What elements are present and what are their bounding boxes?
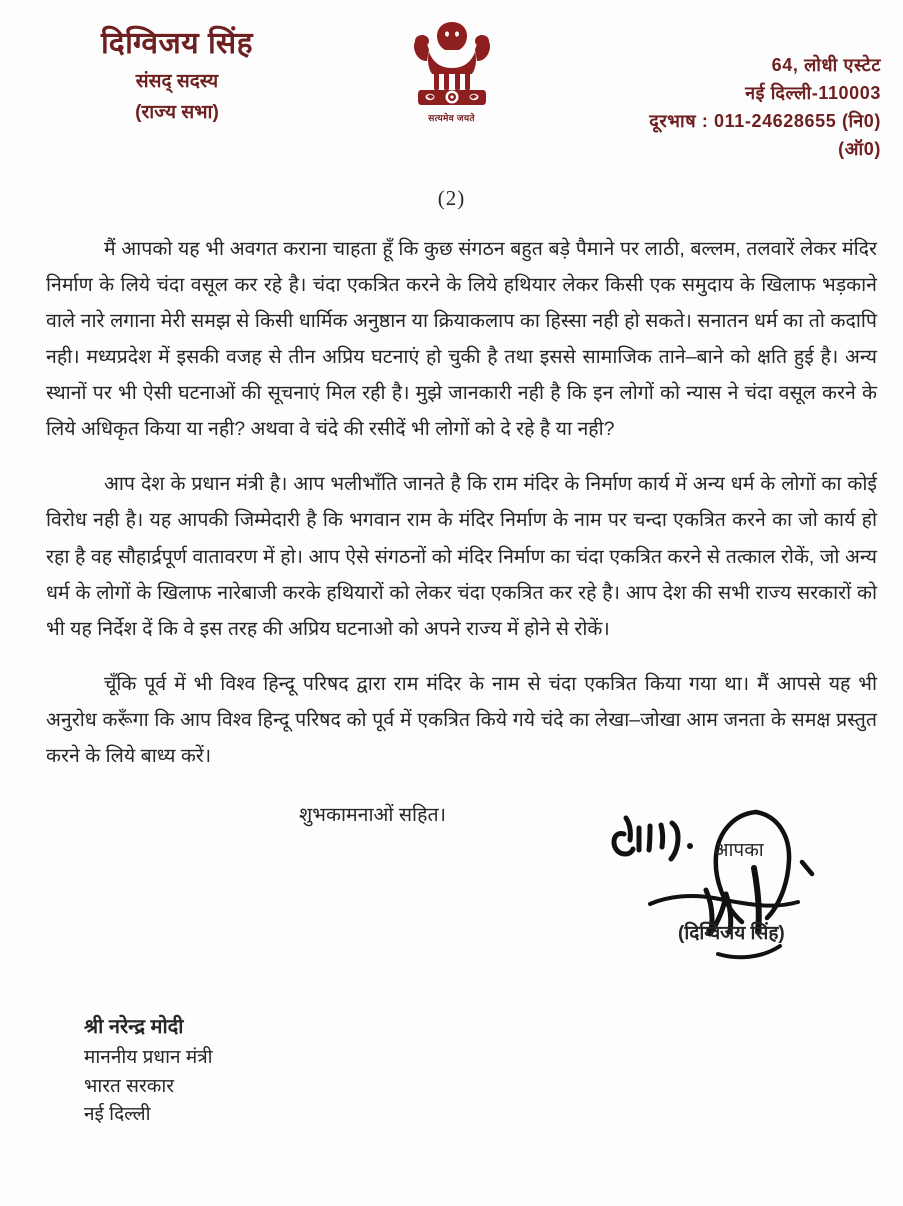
sender-designation-line2: (राज्य सभा) [135,102,219,123]
address-phone-line: दूरभाष : 011-24628655 (नि0) [649,110,881,131]
body-paragraph-2: आप देश के प्रधान मंत्री है। आप भलीभाँति जानते है कि राम मंदिर के निर्माण कार्य में अन्य धर्म के लोगों का कोई विरोध नही है। यह आपकी जिम्मेदारी है कि भगवान राम के मंदिर निर्माण के नाम पर चन्दा एकत्रित करने का जो कार्य हो रहा है वह सौहार्द्रपूर्ण वातावरण में हो। आप ऐसे संगठनों को मंदिर निर्माण का चंदा एकत्रित करने से तत्काल रोकें, जो अन्य धर्म के लोगों के खिलाफ नारेबाजी करके हथियारों को लेकर चंदा एकत्रित कर रहे है। आप देश की सभी राज्य सरकारों को भी यह निर्देश दें कि वे इस तरह की अप्रिय घटनाओ को अपने राज्य में होने से रोकें। [46,473,878,640]
page-number: (2) [437,186,466,210]
closing-regards: शुभकामनाओं सहित। [299,804,446,827]
letterhead [0,0,903,170]
signature-block [606,794,903,964]
sender-name: दिग्विजय सिंह [100,27,254,60]
address-office-line: (ऑ0) [838,138,881,159]
address-line-2: नई दिल्ली-110003 [745,82,881,103]
recipient-name: श्री नरेन्द्र मोदी [84,1016,184,1038]
signature-printed-name: (दिग्विजय सिंह) [678,923,785,945]
body-paragraph-1: मैं आपको यह भी अवगत कराना चाहता हूँ कि कुछ संगठन बहुत बड़े पैमाने पर लाठी, बल्लम, तलवारें लेकर मंदिर निर्माण के लिये चंदा वसूल कर रहे है। चंदा एकत्रित करने के लिये हथियार लेकर किसी एक समुदाय के खिलाफ भड़काने वाले नारे लगाना मेरी समझ से किसी धार्मिक अनुष्ठान या क्रियाकलाप का हिस्सा नही हो सकते। सनातन धर्म का तो कदापि नही। मध्यप्रदेश में इसकी वजह से तीन अप्रिय घटनाएं हो चुकी है तथा इससे सामाजिक ताने–बाने को क्षति हुई है। अन्य स्थानों पर भी ऐसी घटनाओं की सूचनाएं मिल रही है। मुझे जानकारी नही है कि इन लोगों को न्यास ने चंदा वसूल करने के लिये अधिकृत किया या नही? अथवा वे चंदे की रसीदें भी लोगों को दे रहे है या नही? [46,237,877,440]
state-emblem-of-india-icon [409,14,495,110]
recipient-organization: भारत सरकार [84,1075,175,1097]
recipient-block [84,1012,213,1130]
emblem-motto: सत्यमेव जयते [428,113,475,123]
emblem-block [387,14,517,124]
letter-body [46,231,877,775]
address-line-1: 64, लोधी एस्टेट [771,55,881,75]
closing-block [46,800,877,980]
body-paragraph-3: चूँकि पूर्व में भी विश्व हिन्दू परिषद द्वारा राम मंदिर के नाम से चंदा एकत्रित किया गया था। मैं आपसे यह भी अनुरोध करूँगा कि आप विश्व हिन्दू परिषद को पूर्व में एकत्रित किये गये चंदे का लेखा–जोखा आम जनता के समक्ष प्रस्तुत करने के लिये बाध्य करें। [46,673,877,768]
recipient-title: माननीय प्रधान मंत्री [84,1047,213,1068]
closing-yours: आपका [714,840,764,862]
sender-identity-block [22,26,332,124]
sender-address-block [649,52,881,164]
recipient-city: नई दिल्ली [84,1104,151,1125]
sender-designation-line1: संसद् सदस्य [135,71,219,92]
